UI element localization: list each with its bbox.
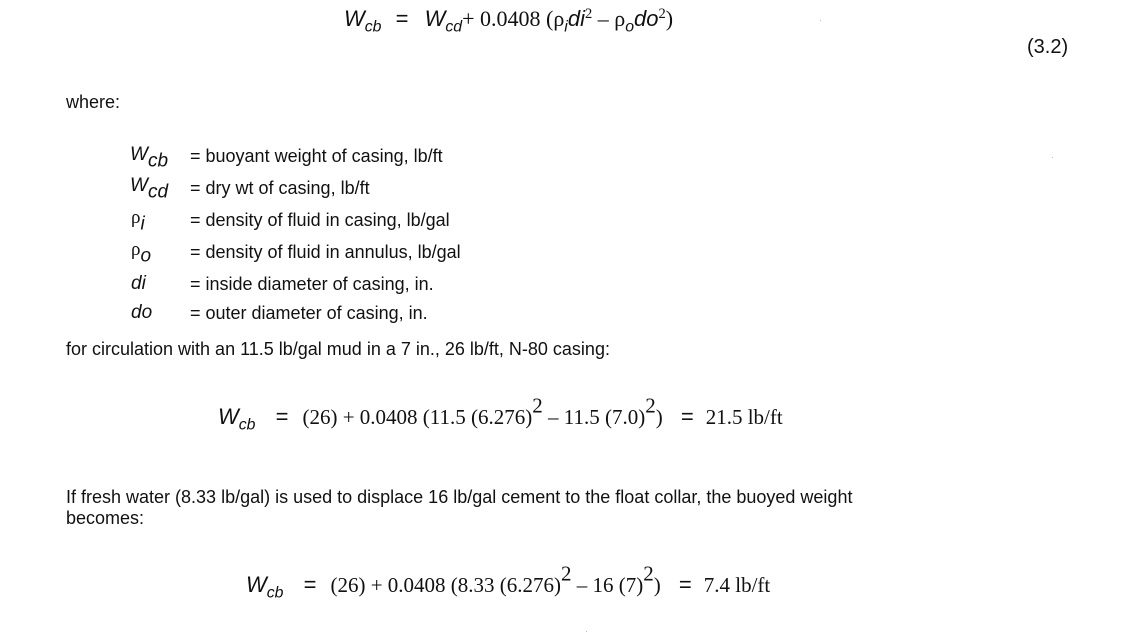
definition-text: = outer diameter of casing, in. (190, 303, 428, 323)
definition-subscript: cb (147, 150, 169, 172)
definition-symbol: ρ (131, 207, 141, 228)
definition-row (130, 175, 169, 203)
eq2-expression: (26) + 0.0408 (11.5 (6.276) (302, 405, 533, 429)
eq-do-term: do (634, 6, 659, 31)
eq2-close-paren: ) (655, 405, 663, 429)
definition-subscript: o (140, 245, 152, 267)
eq2-exponent-a: 2 (532, 393, 543, 418)
eq-di-exponent: 2 (584, 6, 593, 23)
eq-constant-term: + 0.0408 ( (462, 6, 554, 31)
eq3-expression: (26) + 0.0408 (8.33 (6.276) (330, 573, 562, 597)
definition-symbol: ρ (131, 239, 141, 260)
definition-symbol: W (130, 175, 148, 196)
eq2-lhs-subscript: cb (238, 416, 256, 434)
paragraph-fresh-water-cont: becomes: (66, 508, 145, 528)
scan-speck (586, 631, 587, 632)
definition-row (131, 207, 145, 235)
eq-di-term: di (567, 6, 585, 31)
eq2-lhs-symbol: W (218, 404, 239, 429)
eq2-exponent-b: 2 (645, 393, 656, 418)
eq-equals-sign: = (395, 6, 409, 31)
definition-row (131, 239, 152, 267)
eq3-lhs-symbol: W (246, 572, 267, 597)
eq-lhs-subscript: cb (364, 18, 382, 36)
definition-row (130, 144, 169, 172)
paragraph-fresh-water: If fresh water (8.33 lb/gal) is used to displace 16 lb/gal cement to the float collar, the buoyed weight (66, 487, 853, 507)
equation-fresh-water (246, 561, 771, 602)
eq-rho-i-symbol: ρ (553, 6, 565, 31)
eq-w-dry-subscript: cd (445, 18, 463, 36)
eq3-equals-sign: = (303, 572, 317, 597)
definition-symbol: di (131, 273, 146, 294)
eq3-expression-b: – 16 (7) (571, 573, 644, 597)
scan-speck (820, 20, 821, 21)
definition-text: = dry wt of casing, lb/ft (190, 178, 370, 198)
equation-3-2 (344, 6, 674, 36)
eq-rho-o-symbol: ρ (614, 6, 626, 31)
definition-subscript: cd (147, 181, 169, 203)
definition-text: = density of fluid in annulus, lb/gal (190, 242, 461, 262)
definition-subscript: i (140, 213, 145, 235)
eq2-expression-b: – 11.5 (7.0) (542, 405, 646, 429)
eq2-result: 21.5 lb/ft (705, 405, 783, 429)
eq2-equals-result: = (680, 404, 694, 429)
equation-circulation (218, 393, 783, 434)
eq3-lhs-subscript: cb (266, 584, 284, 602)
scan-speck (1052, 157, 1053, 158)
definition-text: = inside diameter of casing, in. (190, 274, 434, 294)
equation-number: (3.2) (1027, 36, 1069, 58)
eq-do-exponent: 2 (658, 6, 666, 23)
eq-w-dry-symbol: W (424, 6, 446, 31)
definition-symbol: do (131, 302, 153, 323)
eq-close-paren: ) (665, 6, 674, 31)
eq3-equals-result: = (678, 572, 692, 597)
definition-text: = density of fluid in casing, lb/gal (190, 210, 450, 230)
eq3-exponent-b: 2 (643, 561, 654, 586)
eq3-exponent-a: 2 (561, 561, 572, 586)
definition-symbol: W (130, 144, 148, 165)
paragraph-circulation: for circulation with an 11.5 lb/gal mud in a 7 in., 26 lb/ft, N-80 casing: (66, 339, 610, 359)
eq-minus-sign: – (592, 6, 615, 31)
eq2-equals-sign: = (275, 404, 289, 429)
eq3-close-paren: ) (653, 573, 661, 597)
where-label: where: (66, 92, 121, 112)
definition-text: = buoyant weight of casing, lb/ft (190, 146, 443, 166)
eq-lhs-symbol: W (344, 6, 365, 31)
eq-rho-o-subscript: o (625, 18, 635, 36)
eq-rho-i-subscript: i (564, 18, 568, 36)
eq3-result: 7.4 lb/ft (703, 573, 771, 597)
